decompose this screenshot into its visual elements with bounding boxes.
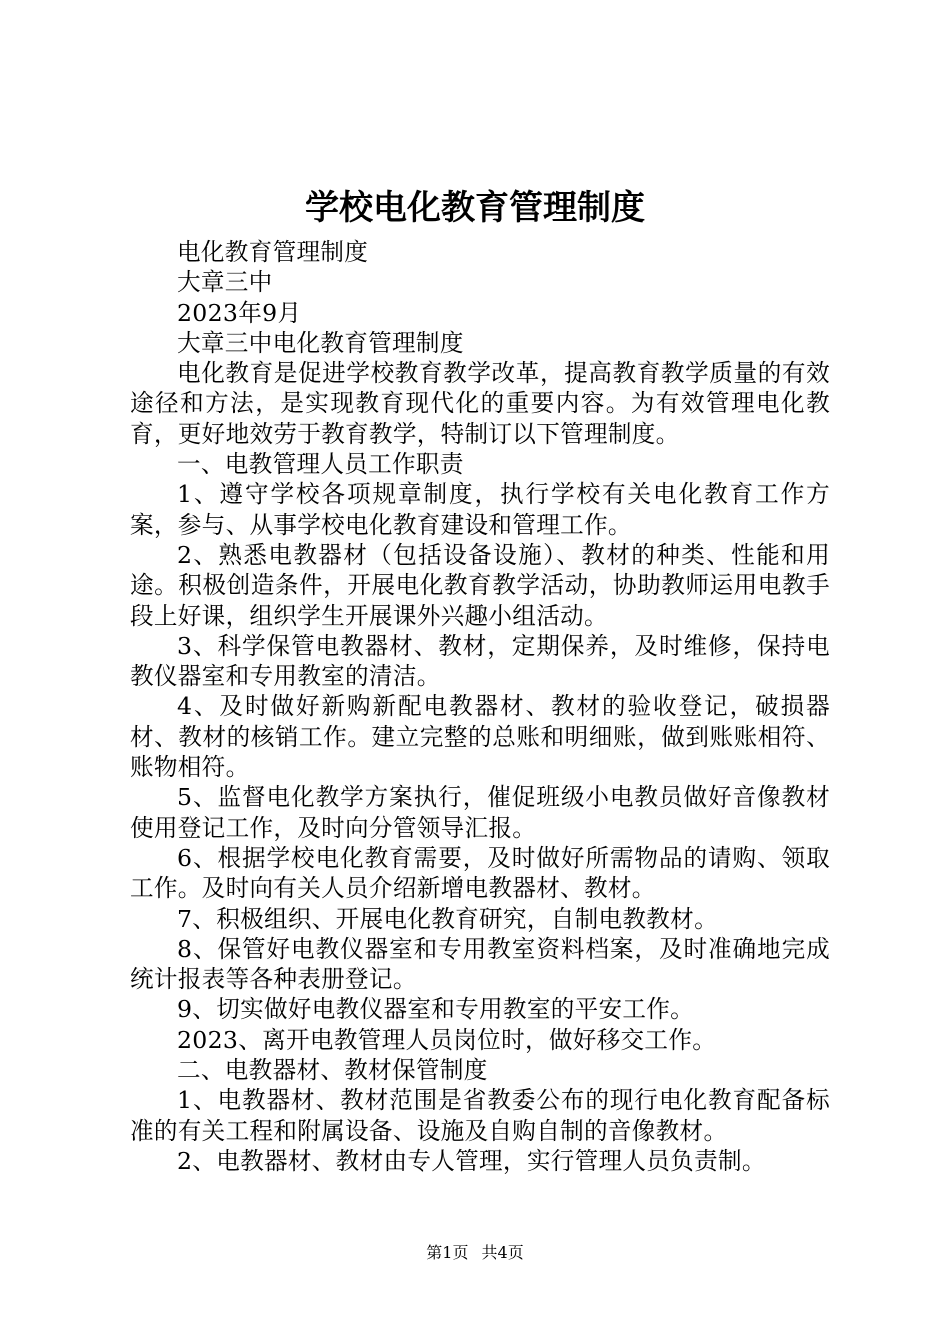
- page-total: 共4页: [481, 1243, 524, 1262]
- page-footer: [0, 1243, 950, 1263]
- paragraph: 5、监督电化教学方案执行，催促班级小电教员做好音像教材使用登记工作，及时向分管领导汇报。: [130, 783, 830, 842]
- section-heading: 二、电教器材、教材保管制度: [177, 1056, 488, 1085]
- paragraph: 大章三中: [177, 268, 273, 297]
- paragraph: 7、积极组织、开展电化教育研究，自制电教教材。: [177, 904, 718, 933]
- paragraph: 8、保管好电教仪器室和专用教室资料档案，及时准确地完成统计报表等各种表册登记。: [130, 934, 830, 994]
- paragraph: 电化教育是促进学校教育教学改革，提高教育教学质量的有效途径和方法，是实现教育现代化的重要内容。为有效管理电化教育，更好地效劳于教育教学，特制订以下管理制度。: [130, 359, 830, 448]
- paragraph: 1、电教器材、教材范围是省教委公布的现行电化教育配备标准的有关工程和附属设备、设施及自购自制的音像教材。: [130, 1086, 830, 1145]
- paragraph: 大章三中电化教育管理制度: [177, 328, 464, 357]
- section-heading: 一、电教管理人员工作职责: [177, 450, 464, 479]
- paragraph: 4、及时做好新购新配电教器材、教材的验收登记，破损器材、教材的核销工作。建立完整的总账和明细账，做到账账相符、账物相符。: [130, 692, 830, 782]
- paragraph: 2023年9月: [177, 298, 302, 327]
- document-body: [130, 237, 830, 1176]
- paragraph: 2、熟悉电教器材（包括设备设施）、教材的种类、性能和用途。积极创造条件，开展电化教育教学活动，协助教师运用电教手段上好课，组织学生开展课外兴趣小组活动。: [130, 540, 830, 630]
- page-number: 第1页: [426, 1243, 469, 1262]
- paragraph: 3、科学保管电教器材、教材，定期保养，及时维修，保持电教仪器室和专用教室的清洁。: [130, 631, 830, 691]
- paragraph: 2023、离开电教管理人员岗位时，做好移交工作。: [177, 1025, 717, 1054]
- document-title: 学校电化教育管理制度: [305, 188, 645, 228]
- paragraph: 6、根据学校电化教育需要，及时做好所需物品的请购、领取工作。及时向有关人员介绍新增电教器材、教材。: [130, 843, 830, 903]
- paragraph: 1、遵守学校各项规章制度，执行学校有关电化教育工作方案，参与、从事学校电化教育建设和管理工作。: [130, 480, 830, 539]
- paragraph: 电化教育管理制度: [177, 238, 369, 266]
- paragraph: 9、切实做好电教仪器室和专用教室的平安工作。: [177, 995, 695, 1024]
- paragraph: 2、电教器材、教材由专人管理，实行管理人员负责制。: [177, 1146, 766, 1175]
